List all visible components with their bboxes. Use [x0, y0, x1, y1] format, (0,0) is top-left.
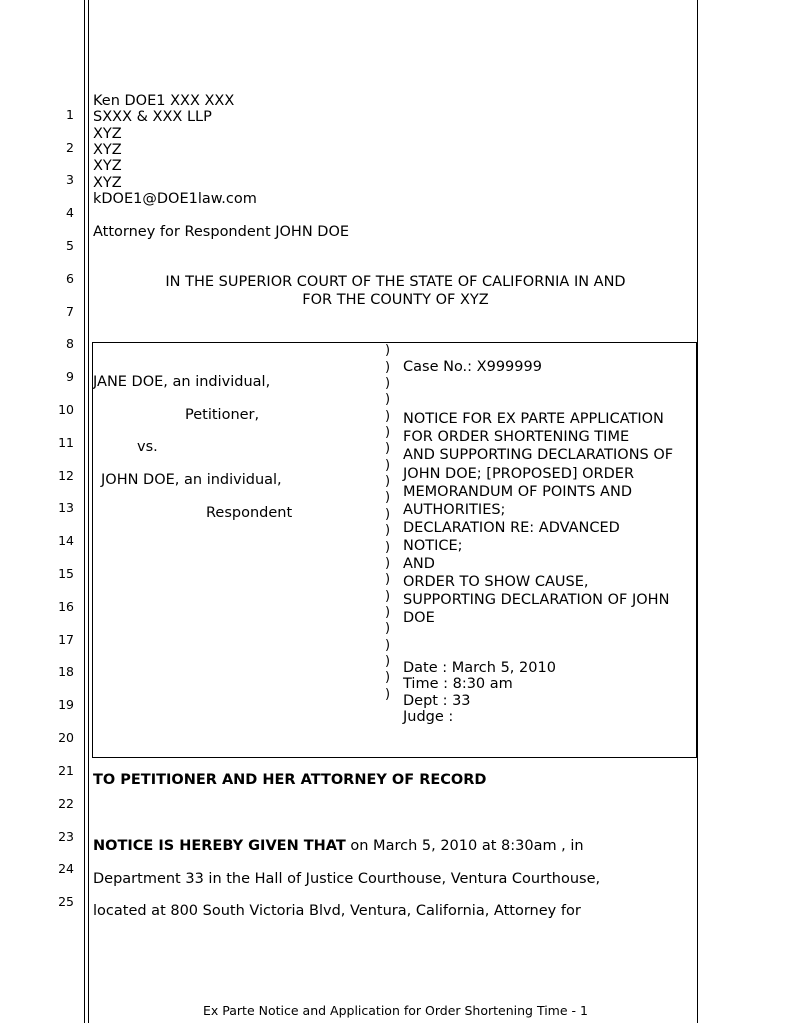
- document-title-line: NOTICE;: [403, 538, 463, 554]
- right-margin-rule: [697, 0, 698, 1023]
- caption-paren: ): [385, 425, 391, 440]
- petitioner-role: Petitioner,: [185, 407, 260, 423]
- caption-paren: ): [385, 343, 391, 358]
- caption-paren: ): [385, 474, 391, 489]
- respondent-name: JOHN DOE, an individual,: [101, 472, 282, 488]
- caption-paren: ): [385, 458, 391, 473]
- notice-paragraph-line-1: [93, 838, 584, 854]
- caption-paren: ): [385, 687, 391, 702]
- hearing-time: Time : 8:30 am: [403, 676, 513, 692]
- document-title-line: JOHN DOE; [PROPOSED] ORDER: [403, 466, 635, 482]
- document-title-line: SUPPORTING DECLARATION OF JOHN: [403, 592, 670, 608]
- caption-paren: ): [385, 556, 391, 571]
- attorney-address-line: XYZ: [93, 158, 122, 174]
- case-number: Case No.: X999999: [403, 359, 542, 375]
- respondent-role: Respondent: [206, 505, 293, 521]
- caption-paren: ): [385, 490, 391, 505]
- court-title-line-1: IN THE SUPERIOR COURT OF THE STATE OF CALIFORNIA IN AND: [165, 274, 626, 290]
- line-number: 16: [58, 599, 74, 614]
- document-title-line: DECLARATION RE: ADVANCED: [403, 520, 620, 536]
- document-title-line: AND: [403, 556, 435, 572]
- hearing-dept: Dept : 33: [403, 693, 471, 709]
- line-number: 7: [66, 304, 74, 319]
- case-caption-box: [92, 342, 697, 758]
- caption-paren: ): [385, 654, 391, 669]
- court-title-line-2: FOR THE COUNTY OF XYZ: [302, 292, 489, 308]
- line-number: 8: [66, 336, 74, 351]
- line-number: 2: [66, 140, 74, 155]
- caption-paren: ): [385, 638, 391, 653]
- caption-paren: ): [385, 589, 391, 604]
- document-title-line: NOTICE FOR EX PARTE APPLICATION: [403, 411, 664, 427]
- line-number: 3: [66, 172, 74, 187]
- line-number: 5: [66, 238, 74, 253]
- versus-label: vs.: [137, 439, 158, 455]
- attorney-firm: SXXX & XXX LLP: [93, 109, 212, 125]
- attorney-representation: Attorney for Respondent JOHN DOE: [93, 224, 350, 240]
- caption-paren: ): [385, 540, 391, 555]
- hearing-judge: Judge :: [403, 709, 454, 725]
- body-heading: TO PETITIONER AND HER ATTORNEY OF RECORD: [93, 772, 487, 788]
- line-number: 6: [66, 271, 74, 286]
- attorney-email: kDOE1@DOE1law.com: [93, 191, 257, 207]
- caption-paren: ): [385, 360, 391, 375]
- caption-paren: ): [385, 621, 391, 636]
- attorney-name: Ken DOE1 XXX XXX: [93, 93, 235, 109]
- line-number: 11: [58, 435, 74, 450]
- document-title-line: FOR ORDER SHORTENING TIME: [403, 429, 630, 445]
- line-number: 10: [58, 402, 74, 417]
- line-number: 12: [58, 468, 74, 483]
- attorney-address-line: XYZ: [93, 126, 122, 142]
- line-number: 14: [58, 533, 74, 548]
- caption-paren: ): [385, 392, 391, 407]
- line-number: 4: [66, 205, 74, 220]
- document-title-line: AND SUPPORTING DECLARATIONS OF: [403, 447, 674, 463]
- line-number: 17: [58, 632, 74, 647]
- caption-paren: ): [385, 605, 391, 620]
- document-title-line: ORDER TO SHOW CAUSE,: [403, 574, 589, 590]
- notice-paragraph-line-2: Department 33 in the Hall of Justice Courthouse, Ventura Courthouse,: [93, 871, 601, 887]
- attorney-address-line: XYZ: [93, 175, 122, 191]
- line-number: 23: [58, 829, 74, 844]
- caption-paren: ): [385, 376, 391, 391]
- left-margin-rule-inner: [88, 0, 89, 1023]
- line-number: 19: [58, 697, 74, 712]
- caption-paren: ): [385, 441, 391, 456]
- caption-paren: ): [385, 523, 391, 538]
- line-number: 1: [66, 107, 74, 122]
- line-number: 9: [66, 369, 74, 384]
- line-number: 18: [58, 664, 74, 679]
- caption-paren: ): [385, 507, 391, 522]
- line-number: 25: [58, 894, 74, 909]
- document-title-line: MEMORANDUM OF POINTS AND: [403, 484, 632, 500]
- caption-paren: ): [385, 572, 391, 587]
- hearing-date: Date : March 5, 2010: [403, 660, 556, 676]
- document-title-line: AUTHORITIES;: [403, 502, 506, 518]
- notice-paragraph-line-3: located at 800 South Victoria Blvd, Ventura, California, Attorney for: [93, 903, 581, 919]
- line-number: 13: [58, 500, 74, 515]
- caption-paren: ): [385, 409, 391, 424]
- caption-paren: ): [385, 670, 391, 685]
- notice-rest: on March 5, 2010 at 8:30am , in: [345, 838, 584, 854]
- document-title-line: DOE: [403, 610, 435, 626]
- page-footer: Ex Parte Notice and Application for Order Shortening Time - 1: [203, 1003, 588, 1018]
- line-number: 24: [58, 861, 74, 876]
- line-number: 15: [58, 566, 74, 581]
- petitioner-name: JANE DOE, an individual,: [93, 374, 271, 390]
- line-number: 22: [58, 796, 74, 811]
- line-number: 20: [58, 730, 74, 745]
- attorney-address-line: XYZ: [93, 142, 122, 158]
- notice-lead: NOTICE IS HEREBY GIVEN THAT: [93, 838, 346, 854]
- line-number: 21: [58, 763, 74, 778]
- left-margin-rule-outer: [84, 0, 85, 1023]
